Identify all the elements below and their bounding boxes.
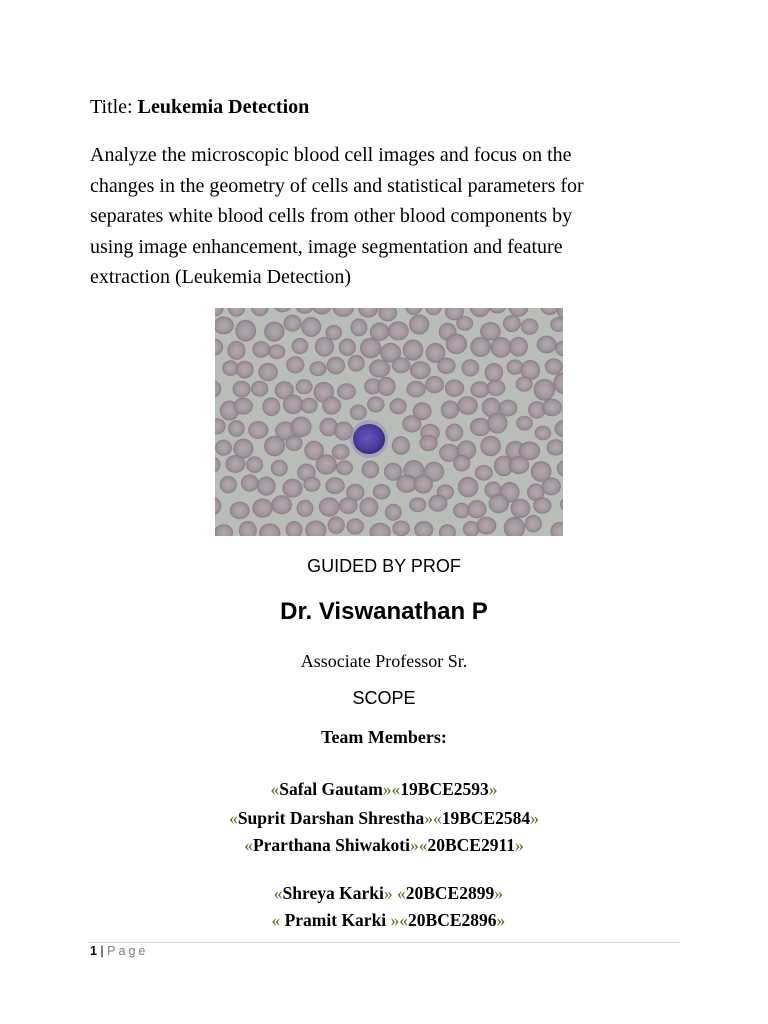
red-blood-cell bbox=[521, 319, 538, 335]
team-member: «Suprit Darshan Shrestha»«19BCE2584» bbox=[229, 808, 539, 828]
red-blood-cell bbox=[220, 476, 237, 493]
red-blood-cell bbox=[487, 380, 505, 396]
red-blood-cell bbox=[378, 377, 396, 396]
member-id: 20BCE2899 bbox=[405, 883, 495, 903]
red-blood-cell bbox=[516, 377, 532, 392]
red-blood-cell bbox=[504, 517, 525, 536]
page-footer bbox=[90, 944, 148, 958]
guided-by-label: GUIDED BY PROF bbox=[307, 556, 461, 576]
red-blood-cell bbox=[403, 340, 423, 361]
red-blood-cell bbox=[468, 500, 487, 518]
red-blood-cell bbox=[509, 337, 527, 356]
red-blood-cell bbox=[248, 421, 268, 438]
red-blood-cell bbox=[471, 382, 489, 398]
red-blood-cell bbox=[392, 358, 410, 373]
red-blood-cell bbox=[373, 484, 390, 499]
member-name: Suprit Darshan Shrestha bbox=[237, 808, 425, 828]
red-blood-cell bbox=[263, 398, 280, 416]
red-blood-cell bbox=[291, 417, 312, 437]
page-label: Page bbox=[107, 944, 149, 958]
red-blood-cell bbox=[234, 398, 253, 414]
abstract-line: extraction (Leukemia Detection) bbox=[90, 266, 351, 288]
title-label: Title: bbox=[90, 96, 133, 118]
red-blood-cell bbox=[453, 503, 469, 518]
red-blood-cell bbox=[297, 500, 313, 517]
red-blood-cell bbox=[215, 440, 231, 456]
member-id: 20BCE2911 bbox=[427, 835, 516, 855]
red-blood-cell bbox=[271, 460, 287, 476]
member-id: 20BCE2896 bbox=[408, 910, 497, 930]
red-blood-cell bbox=[367, 397, 384, 412]
red-blood-cell bbox=[339, 339, 356, 356]
red-blood-cell bbox=[509, 456, 529, 474]
member-name: Shreya Karki bbox=[282, 883, 384, 903]
red-blood-cell bbox=[350, 405, 366, 420]
red-blood-cell bbox=[458, 397, 478, 415]
red-blood-cell bbox=[362, 461, 379, 478]
red-blood-cell bbox=[241, 475, 258, 492]
red-blood-cell bbox=[462, 360, 479, 377]
abstract-paragraph bbox=[90, 140, 690, 293]
red-blood-cell bbox=[286, 357, 304, 374]
red-blood-cell bbox=[415, 521, 434, 536]
red-blood-cell bbox=[296, 380, 312, 394]
red-blood-cell bbox=[283, 395, 302, 414]
red-blood-cell bbox=[239, 521, 256, 536]
red-blood-cell bbox=[351, 319, 367, 336]
red-blood-cell bbox=[525, 515, 542, 532]
red-blood-cell bbox=[475, 465, 492, 480]
abstract-line: Analyze the microscopic blood cell images and focus on the bbox=[90, 144, 572, 166]
red-blood-cell bbox=[247, 457, 263, 473]
red-blood-cell bbox=[286, 436, 303, 451]
red-blood-cell bbox=[545, 359, 563, 375]
member-id: 19BCE2584 bbox=[441, 808, 531, 828]
red-blood-cell bbox=[542, 478, 561, 495]
red-blood-cell bbox=[477, 517, 496, 534]
red-blood-cell bbox=[264, 322, 284, 341]
abstract-line: changes in the geometry of cells and statistical parameters for bbox=[90, 174, 584, 197]
member-name: Pramit Karki bbox=[284, 910, 387, 930]
red-blood-cell bbox=[445, 380, 464, 397]
red-blood-cell bbox=[272, 496, 292, 514]
red-blood-cell bbox=[302, 317, 321, 336]
red-blood-cell bbox=[503, 315, 520, 331]
red-blood-cell bbox=[360, 338, 381, 358]
red-blood-cell bbox=[226, 455, 245, 472]
red-blood-cell bbox=[339, 497, 357, 513]
red-blood-cell bbox=[360, 498, 378, 517]
red-blood-cell bbox=[236, 320, 256, 341]
red-blood-cell bbox=[392, 436, 410, 454]
red-blood-cell bbox=[369, 360, 390, 378]
member-name: Prarthana Shiwakoti bbox=[252, 835, 410, 855]
red-blood-cell bbox=[257, 477, 275, 496]
red-blood-cell bbox=[385, 504, 401, 520]
red-blood-cell bbox=[542, 399, 562, 416]
red-blood-cell bbox=[489, 494, 509, 513]
red-blood-cell bbox=[457, 316, 473, 330]
red-blood-cell bbox=[414, 475, 433, 493]
red-blood-cell bbox=[328, 517, 345, 534]
red-blood-cell bbox=[326, 478, 345, 494]
red-blood-cell bbox=[322, 397, 340, 415]
red-blood-cell bbox=[337, 384, 355, 400]
team-member: « Pramit Karki »«20BCE2896» bbox=[271, 910, 506, 930]
team-member: «Safal Gautam»«19BCE2593» bbox=[270, 779, 498, 799]
red-blood-cell bbox=[517, 416, 533, 430]
red-blood-cell bbox=[347, 519, 364, 535]
red-blood-cell bbox=[228, 341, 246, 359]
red-blood-cell bbox=[301, 398, 318, 413]
red-blood-cell bbox=[481, 436, 501, 456]
red-blood-cell bbox=[390, 399, 407, 414]
red-blood-cell bbox=[348, 355, 364, 371]
red-blood-cell bbox=[499, 400, 517, 416]
team-member: «Shreya Karki» «20BCE2899» bbox=[273, 883, 503, 903]
red-blood-cell bbox=[511, 499, 530, 518]
red-blood-cell bbox=[251, 381, 268, 396]
blood-smear-image bbox=[215, 308, 563, 536]
red-blood-cell bbox=[336, 461, 352, 475]
red-blood-cell bbox=[534, 379, 555, 400]
red-blood-cell bbox=[236, 361, 253, 378]
red-blood-cell bbox=[403, 416, 422, 433]
footer-separator: | bbox=[96, 944, 108, 958]
red-blood-cell bbox=[491, 337, 511, 357]
red-blood-cell bbox=[259, 363, 278, 381]
red-blood-cell bbox=[228, 420, 244, 436]
red-blood-cell bbox=[410, 362, 430, 379]
member-id: 19BCE2593 bbox=[400, 779, 489, 799]
red-blood-cell bbox=[409, 315, 429, 334]
red-blood-cell bbox=[253, 341, 270, 357]
red-blood-cell bbox=[547, 440, 563, 456]
red-blood-cell bbox=[446, 334, 467, 354]
department: SCOPE bbox=[352, 688, 416, 708]
document-title bbox=[90, 94, 309, 120]
member-name: Safal Gautam bbox=[279, 779, 383, 799]
red-blood-cell bbox=[269, 345, 285, 359]
red-blood-cell bbox=[438, 358, 456, 374]
white-blood-cell bbox=[350, 420, 388, 458]
footer-divider bbox=[88, 942, 680, 943]
red-blood-cell bbox=[332, 444, 349, 459]
red-blood-cell bbox=[215, 317, 234, 334]
red-blood-cell bbox=[264, 436, 284, 456]
red-blood-cell bbox=[409, 498, 426, 512]
guide-title: Associate Professor Sr. bbox=[300, 651, 468, 671]
red-blood-cell bbox=[286, 521, 302, 536]
red-blood-cell bbox=[425, 376, 443, 393]
red-blood-cell bbox=[393, 521, 410, 536]
team-heading: Team Members: bbox=[321, 727, 447, 747]
red-blood-cell bbox=[533, 498, 551, 514]
red-blood-cell bbox=[379, 308, 397, 321]
red-blood-cell bbox=[253, 499, 273, 518]
red-blood-cell bbox=[458, 477, 478, 497]
abstract-line: separates white blood cells from other blood components by bbox=[90, 205, 573, 227]
title-value: Leukemia Detection bbox=[137, 96, 310, 118]
red-blood-cell bbox=[441, 401, 459, 419]
red-blood-cell bbox=[319, 498, 339, 517]
red-blood-cell bbox=[388, 322, 408, 340]
red-blood-cell bbox=[537, 336, 556, 353]
red-blood-cell bbox=[454, 455, 470, 471]
red-blood-cell bbox=[292, 338, 308, 354]
red-blood-cell bbox=[471, 337, 491, 357]
red-blood-cell bbox=[535, 426, 551, 440]
red-blood-cell bbox=[429, 495, 447, 512]
red-blood-cell bbox=[304, 477, 321, 492]
red-blood-cell bbox=[407, 381, 426, 397]
red-blood-cell bbox=[487, 413, 507, 433]
red-blood-cell bbox=[283, 479, 303, 497]
abstract-line: using image enhancement, image segmentation and feature bbox=[90, 235, 563, 258]
guide-name: Dr. Viswanathan P bbox=[280, 598, 488, 625]
red-blood-cell bbox=[420, 435, 438, 451]
red-blood-cell bbox=[485, 363, 503, 382]
team-member: «Prarthana Shiwakoti»«20BCE2911» bbox=[244, 835, 524, 855]
red-blood-cell bbox=[327, 357, 345, 374]
red-blood-cell bbox=[315, 337, 334, 356]
red-blood-cell bbox=[230, 502, 249, 519]
red-blood-cell bbox=[233, 381, 251, 397]
page-number: 1 bbox=[90, 944, 97, 958]
red-blood-cell bbox=[446, 424, 463, 441]
red-blood-cell bbox=[310, 362, 326, 376]
red-blood-cell bbox=[316, 455, 337, 475]
red-blood-cell bbox=[284, 315, 302, 331]
